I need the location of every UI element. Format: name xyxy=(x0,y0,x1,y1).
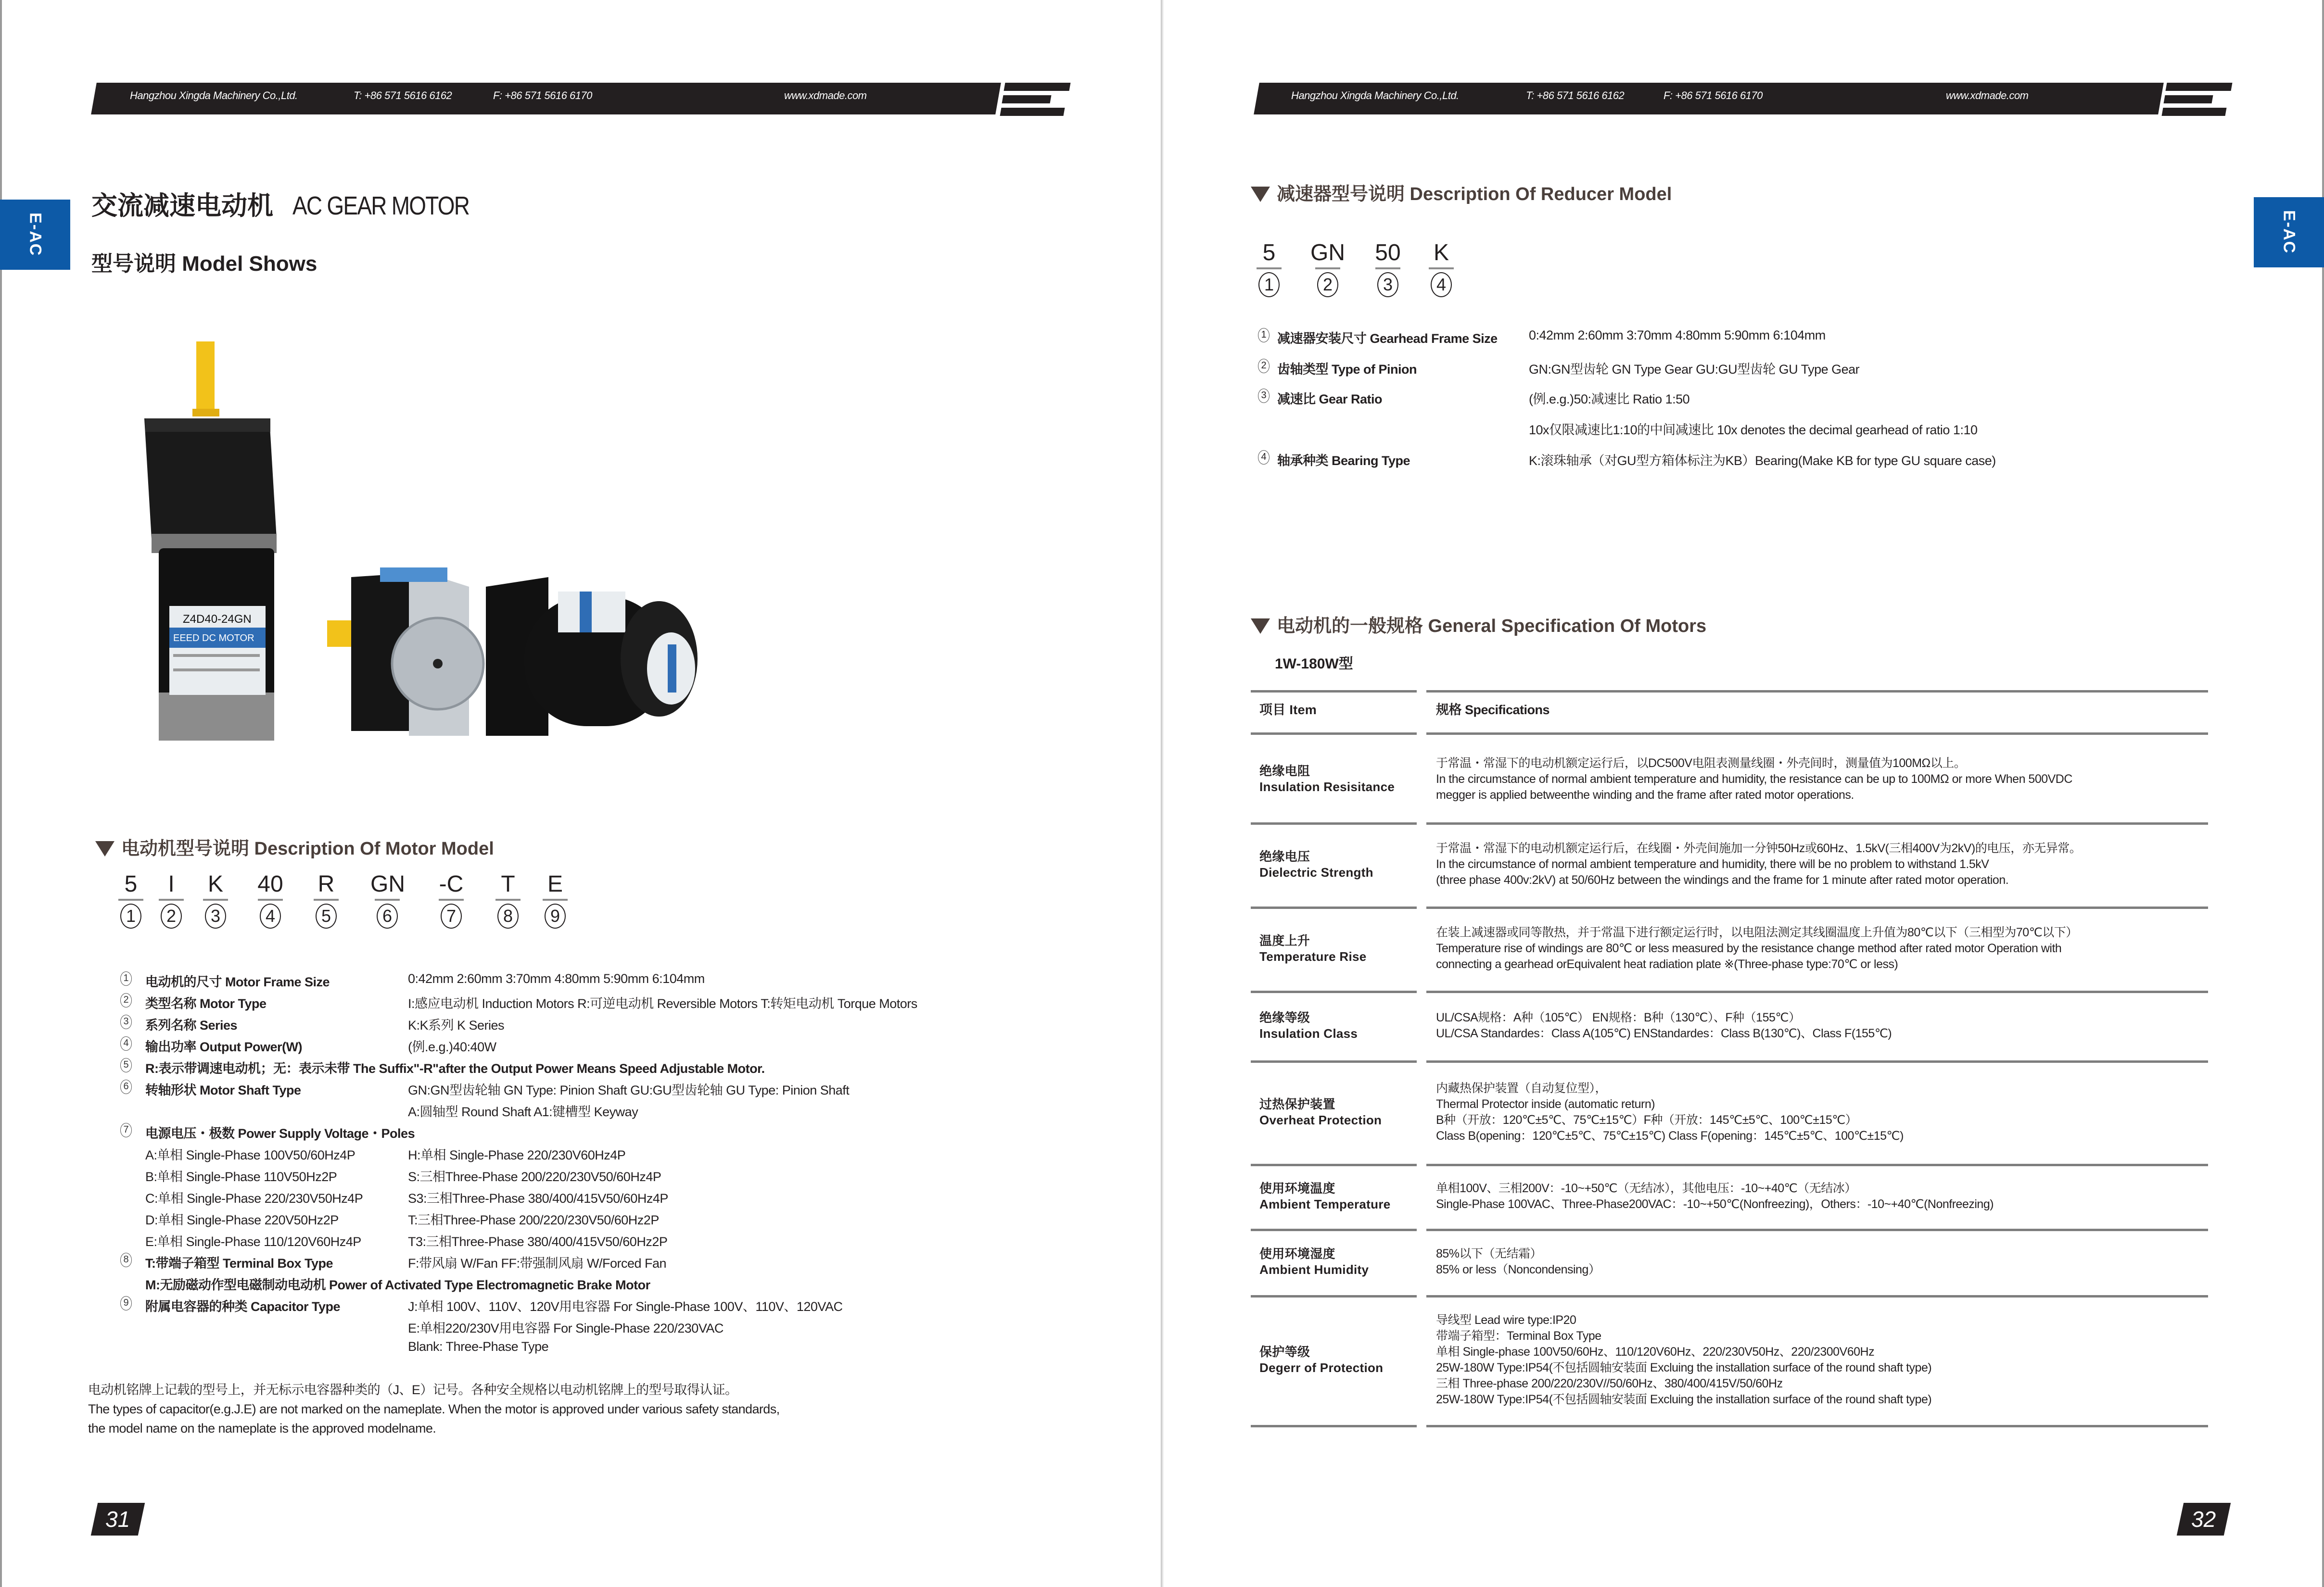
header-website: www.xdmade.com xyxy=(1946,89,2029,101)
spec-value-line: (three phase 400v:2kV) at 50/60Hz between the windings and the frame for 1 minute after rated motor operation. xyxy=(1436,873,2009,887)
spec-row-value xyxy=(1436,1010,1892,1042)
table-rule xyxy=(1251,907,1417,909)
side-tab[interactable] xyxy=(0,200,70,270)
ac-motor-part xyxy=(486,577,698,736)
voltage-option: T:三相Three-Phase 200/220/230V50/60Hz2P xyxy=(408,1213,659,1227)
spec-value-line: Single-Phase 100VAC、Three-Phase200VAC：-10~+50℃(Nonfreezing)，Others：-10~+40℃(Nonfreezing) xyxy=(1436,1197,1994,1211)
spec-row-value xyxy=(1436,925,2078,972)
spec-section-title: 电动机的一般规格 General Specification Of Motors xyxy=(1251,611,1706,637)
spec-row-item xyxy=(1259,849,1373,881)
table-rule xyxy=(1251,1060,1417,1063)
table-rule xyxy=(1426,822,2208,825)
code-segment: 5 1 xyxy=(117,872,144,929)
motor-shaft xyxy=(196,341,215,414)
triangle-bullet-icon xyxy=(1251,187,1270,202)
voltage-option: S3:三相Three-Phase 380/400/415V50/60Hz4P xyxy=(408,1191,668,1206)
gearhead-part xyxy=(327,567,483,736)
voltage-option: A:单相 Single-Phase 100V50/60Hz4P xyxy=(145,1148,356,1162)
footnote-en: the model name on the nameplate is the approved modelname. xyxy=(88,1421,436,1436)
code-segment: -C 7 xyxy=(435,872,467,929)
spec-row-value xyxy=(1436,756,2072,803)
side-tab-label: E-AC xyxy=(2280,210,2299,254)
voltage-option: E:单相 Single-Phase 110/120V60Hz4P xyxy=(145,1234,361,1249)
page-title xyxy=(91,185,500,222)
title-en: AC GEAR MOTOR xyxy=(292,191,470,220)
spec-item-cn: 过热保护装置 xyxy=(1259,1096,1335,1111)
left-page: Hangzhou Xingda Machinery Co.,Ltd. T: +86 571 5616 6162 F: +86 571 5616 6170 www.xdmade.com E-AC 交流减速电动机 AC GEAR MOTOR 型号说明 Model Shows Z4D40-24GN EEED DC MOTOR 电动机型号说明 Description Of Motor Model 5 1 I 2 K 3 40 4 R 5 GN 6 -C 7 T 8 E 9 1 电动机的尺寸 Motor Frame Size 0:42mm 2:60mm 3:70mm 4:80mm 5:90mm 6:104mm 2 类型名称 Motor Type I:感应电动机 Induction Motors R:可逆电动机 Reversible Motors T:转矩电动机 Torque Motors 3 系列名称 Series K:K系列 K Series 4 输出功率 Output Power(W) (例.e.g.)40:40W 5 R:表示带调速电动机；无：表示未带 The Suffix"-R"after the Output Power Means Speed Adjustable Motor. 6 转轴形状 Motor Shaft Type GN:GN型齿轮轴 GN Type: Pinion Shaft GU:GU型齿轮轴 GU Type: Pinion Shaft A:圆轴型 Round Shaft A1:键槽型 Keyway 7 电源电压・极数 Power Supply Voltage・Poles A:单相 Single-Phase 100V50/60Hz4P B:单相 Single-Phase 110V50Hz2P C:单相 Single-Phase 220/230V50Hz4P D:单相 Single-Phase 220V50Hz2P E:单相 Single-Phase 110/120V60Hz4P H:单相 Single-Phase 220/230V60Hz4P S:三相Three-Phase 200/220/230V50/60Hz4P S3:三相Three-Phase 380/400/415V50/60Hz4P T:三相Three-Phase 200/220/230V50/60Hz2P T3:三相Three-Phase 380/400/415V50/60Hz2P 8 T:带端子箱型 Terminal Box Type F:带风扇 W/Fan FF:带强制风扇 W/Forced Fan M:无励磁动作型电磁制动电动机 Power of Activated Type Electromagnetic Brake Motor 9 附属电容器的种类 Capacitor Type J:单相 100V、110V、120V用电容器 For Single-Phase 100V、110V、120VAC E:单相220/230V用电容器 For Single-Phase 220/230VAC Blank: Three-Phase Type 电动机铭牌上记载的型号上，并无标示电容器种类的（J、E）记号。各种安全规格以电动机铭牌上的型号取得认证。 The types of capacitor(e.g.J.E) are not marked on the nameplate. When the motor is approved under various safety standards, the model name on the nameplate is the approved modelname. 31 xyxy=(0,0,1162,1587)
header-company: Hangzhou Xingda Machinery Co.,Ltd. xyxy=(1291,89,1459,101)
spec-value-line: 于常温・常湿下的电动机额定运行后，以DC500V电阻表测量线圈・外壳间时，测量值为100MΩ以上。 xyxy=(1436,756,1966,770)
table-rule xyxy=(1426,991,2208,993)
spec-item-cn: 保护等级 xyxy=(1259,1345,1310,1359)
spec-value-line: 内藏热保护装置（自动复位型）， xyxy=(1436,1081,1607,1095)
table-rule xyxy=(1426,732,2208,735)
spec-value-line: 单相100V、三相200V：-10~+50℃（无结冰），其他电压：-10~+40℃（无结冰） xyxy=(1436,1181,1856,1195)
spec-value-line: 带端子箱型：Terminal Box Type xyxy=(1436,1329,1601,1343)
spec-item-en: Overheat Protection xyxy=(1259,1112,1382,1127)
code-segment: K 4 xyxy=(1428,240,1455,297)
header-website: www.xdmade.com xyxy=(784,89,867,101)
footnote xyxy=(88,1380,906,1438)
voltage-option: D:单相 Single-Phase 220V50Hz2P xyxy=(145,1213,339,1227)
header-tel: T: +86 571 5616 6162 xyxy=(354,89,452,101)
table-header-spec: 规格 Specifications xyxy=(1436,703,1550,717)
spec-value-line: B种（开放：120℃±5℃、75℃±15℃）F种（开放：145℃±5℃、100℃±15℃） xyxy=(1436,1113,1857,1127)
spec-value-line: 85% or less（Noncondensing） xyxy=(1436,1263,1600,1276)
nameplate-model: Z4D40-24GN xyxy=(183,613,252,626)
code-segment: 40 4 xyxy=(256,872,285,929)
spec-value-line: Thermal Protector inside (automatic return) xyxy=(1436,1097,1655,1111)
spec-value-line: megger is applied betweenthe winding and the frame after rated motor operations. xyxy=(1436,788,1854,802)
footnote-cn: 电动机铭牌上记载的型号上，并无标示电容器种类的（J、E）记号。各种安全规格以电动机铭牌上的型号取得认证。 xyxy=(88,1383,738,1397)
upright-gear-motor xyxy=(144,341,277,741)
spec-item-cn: 使用环境温度 xyxy=(1259,1181,1335,1196)
spec-item-en: Degerr of Protection xyxy=(1259,1360,1384,1375)
spec-item-cn: 温度上升 xyxy=(1259,933,1310,948)
spec-power-range: 1W-180W型 xyxy=(1275,656,1353,672)
table-rule xyxy=(1251,1425,1417,1427)
brand-logo-icon xyxy=(1001,82,1068,116)
spec-value-line: In the circumstance of normal ambient temperature and humidity, there will be no problem to withstand 1.5kV xyxy=(1436,857,1989,871)
reducer-section-title: 减速器型号说明 Description Of Reducer Model xyxy=(1251,179,1672,205)
spec-item-cn: 绝缘电阻 xyxy=(1259,764,1310,778)
spec-value-line: 于常温・常湿下的电动机额定运行后，在线圈・外壳间施加一分钟50Hz或60Hz、1.5kV(三相400V为2kV)的电压，亦无异常。 xyxy=(1436,842,2082,855)
spec-value-line: Temperature rise of windings are 80℃ or less measured by the resistance change method after rated motor Operation with xyxy=(1436,942,2062,955)
spec-item-cn: 使用环境湿度 xyxy=(1259,1247,1335,1261)
triangle-bullet-icon xyxy=(1251,618,1270,634)
table-rule xyxy=(1426,690,2208,693)
code-segment: R 5 xyxy=(313,872,340,929)
header-tel: T: +86 571 5616 6162 xyxy=(1526,89,1625,101)
spec-item-en: Ambient Humidity xyxy=(1259,1262,1369,1277)
spec-value-line: UL/CSA规格：A种（105℃） EN规格：B种（130℃）、F种（155℃） xyxy=(1436,1010,1801,1024)
voltage-option: S:三相Three-Phase 200/220/230V50/60Hz4P xyxy=(408,1170,661,1184)
table-rule xyxy=(1426,1164,2208,1166)
triangle-bullet-icon xyxy=(95,841,114,856)
table-rule xyxy=(1426,1060,2208,1063)
motor-product-image xyxy=(125,337,765,745)
code-segment: K 3 xyxy=(202,872,229,929)
spec-item-en: Temperature Rise xyxy=(1259,949,1367,964)
table-rule xyxy=(1251,690,1417,693)
table-rule xyxy=(1251,1295,1417,1297)
voltage-option: B:单相 Single-Phase 110V50Hz2P xyxy=(145,1170,337,1184)
spec-item-cn: 绝缘电压 xyxy=(1259,849,1310,864)
subtitle: 型号说明 Model Shows xyxy=(91,252,317,276)
page-number: 31 xyxy=(91,1503,145,1536)
header-company: Hangzhou Xingda Machinery Co.,Ltd. xyxy=(130,89,298,101)
spec-value-line: 单相 Single-phase 100V50/60Hz、110/120V60Hz、220/230V50Hz、220/2300V60Hz xyxy=(1436,1345,1875,1359)
list-item-sub: M:无励磁动作型电磁制动电动机 Power of Activated Type Electromagnetic Brake Motor xyxy=(145,1278,650,1292)
spec-row-value xyxy=(1436,1246,1600,1278)
spec-value-line: connecting a gearhead orEquivalent heat radiation plate ※(Three-phase type:70℃ or less) xyxy=(1436,957,1898,971)
spec-row-item xyxy=(1259,933,1367,965)
voltage-option: T3:三相Three-Phase 380/400/415V50/60Hz2P xyxy=(408,1234,668,1249)
motor-model-section-title: 电动机型号说明 Description Of Motor Model xyxy=(95,833,494,860)
gearhead-box xyxy=(144,418,277,539)
spec-row-value xyxy=(1436,1181,1994,1212)
side-tab[interactable] xyxy=(2254,197,2324,267)
code-segment: E 9 xyxy=(542,872,569,929)
spec-value-line: UL/CSA Standardes：Class A(105℃) ENStandardes：Class B(130℃)、Class F(155℃) xyxy=(1436,1026,1892,1040)
spec-row-item xyxy=(1259,1181,1391,1212)
table-rule xyxy=(1251,1229,1417,1231)
spec-value-line: 25W-180W Type:IP54(不包括圆轴安装面 Excluing the installation surface of the round shaft type) xyxy=(1436,1361,1932,1374)
side-tab-label: E-AC xyxy=(26,213,45,257)
brand-logo-icon xyxy=(2162,82,2230,116)
table-rule xyxy=(1251,1164,1417,1166)
code-segment: GN 2 xyxy=(1308,240,1347,297)
spec-value-line: In the circumstance of normal ambient temperature and humidity, the resistance can be up to 100MΩ or more When 500VDC xyxy=(1436,772,2072,786)
voltage-option: H:单相 Single-Phase 220/230V60Hz4P xyxy=(408,1148,626,1162)
header-fax: F: +86 571 5616 6170 xyxy=(1664,89,1763,101)
nameplate-brand: EEED DC MOTOR xyxy=(173,633,254,643)
code-segment: GN 6 xyxy=(370,872,404,929)
table-header-item: 项目 Item xyxy=(1259,703,1317,717)
spec-row-value xyxy=(1436,841,2081,888)
spec-value-line: 导线型 Lead wire type:IP20 xyxy=(1436,1313,1576,1327)
table-rule xyxy=(1251,991,1417,993)
spec-row-item xyxy=(1259,1246,1369,1278)
spec-row-value xyxy=(1436,1312,1931,1408)
code-segment: 5 1 xyxy=(1256,240,1283,297)
list-item-sub: E:单相220/230V用电容器 For Single-Phase 220/230VAC xyxy=(408,1321,724,1335)
table-rule xyxy=(1426,1295,2208,1297)
page-number: 32 xyxy=(2177,1503,2231,1536)
spec-value-line: 25W-180W Type:IP54(不包括圆轴安装面 Excluing the installation surface of the round shaft type) xyxy=(1436,1393,1932,1406)
spec-row-item xyxy=(1259,763,1395,795)
table-rule xyxy=(1251,822,1417,825)
spec-row-item xyxy=(1259,1010,1358,1042)
list-item-sub: Blank: Three-Phase Type xyxy=(408,1339,549,1354)
spec-value-line: 85%以下（无结霜） xyxy=(1436,1247,1542,1260)
spec-value-line: Class B(opening：120℃±5℃、75℃±15℃) Class F(opening：145℃±5℃、100℃±15℃) xyxy=(1436,1129,1904,1143)
spec-item-en: Dielectric Strength xyxy=(1259,865,1373,880)
header-fax: F: +86 571 5616 6170 xyxy=(493,89,592,101)
list-item-sub: 10x仅限减速比1:10的中间减速比 10x denotes the decimal gearhead of ratio 1:10 xyxy=(1529,423,1978,437)
table-rule xyxy=(1426,907,2208,909)
spec-item-en: Ambient Temperature xyxy=(1259,1197,1391,1211)
spec-row-item xyxy=(1259,1344,1383,1376)
spec-value-line: 在装上减速器或同等散热，并于常温下进行额定运行时，以电阻法测定其线圈温度上升值为80℃以下（三相型为70℃以下） xyxy=(1436,926,2078,939)
spec-value-line: 三相 Three-phase 200/220/230V//50/60Hz、380/400/415V/50/60Hz xyxy=(1436,1377,1783,1390)
spec-item-en: Insulation Resisitance xyxy=(1259,780,1395,794)
footnote-en: The types of capacitor(e.g.J.E) are not marked on the nameplate. When the motor is approved under various safety standards, xyxy=(88,1402,780,1416)
spec-row-item xyxy=(1259,1096,1382,1128)
spec-item-cn: 绝缘等级 xyxy=(1259,1010,1310,1025)
table-rule xyxy=(1251,732,1417,735)
list-item-sub: A:圆轴型 Round Shaft A1:键槽型 Keyway xyxy=(408,1105,638,1119)
spec-row-value xyxy=(1436,1081,1904,1144)
code-segment: I 2 xyxy=(158,872,185,929)
table-rule xyxy=(1426,1425,2208,1427)
title-cn: 交流减速电动机 xyxy=(91,191,273,220)
code-segment: 50 3 xyxy=(1372,240,1403,297)
table-rule xyxy=(1426,1229,2208,1231)
spec-item-en: Insulation Class xyxy=(1259,1026,1358,1041)
voltage-option: C:单相 Single-Phase 220/230V50Hz4P xyxy=(145,1191,363,1206)
code-segment: T 8 xyxy=(495,872,521,929)
